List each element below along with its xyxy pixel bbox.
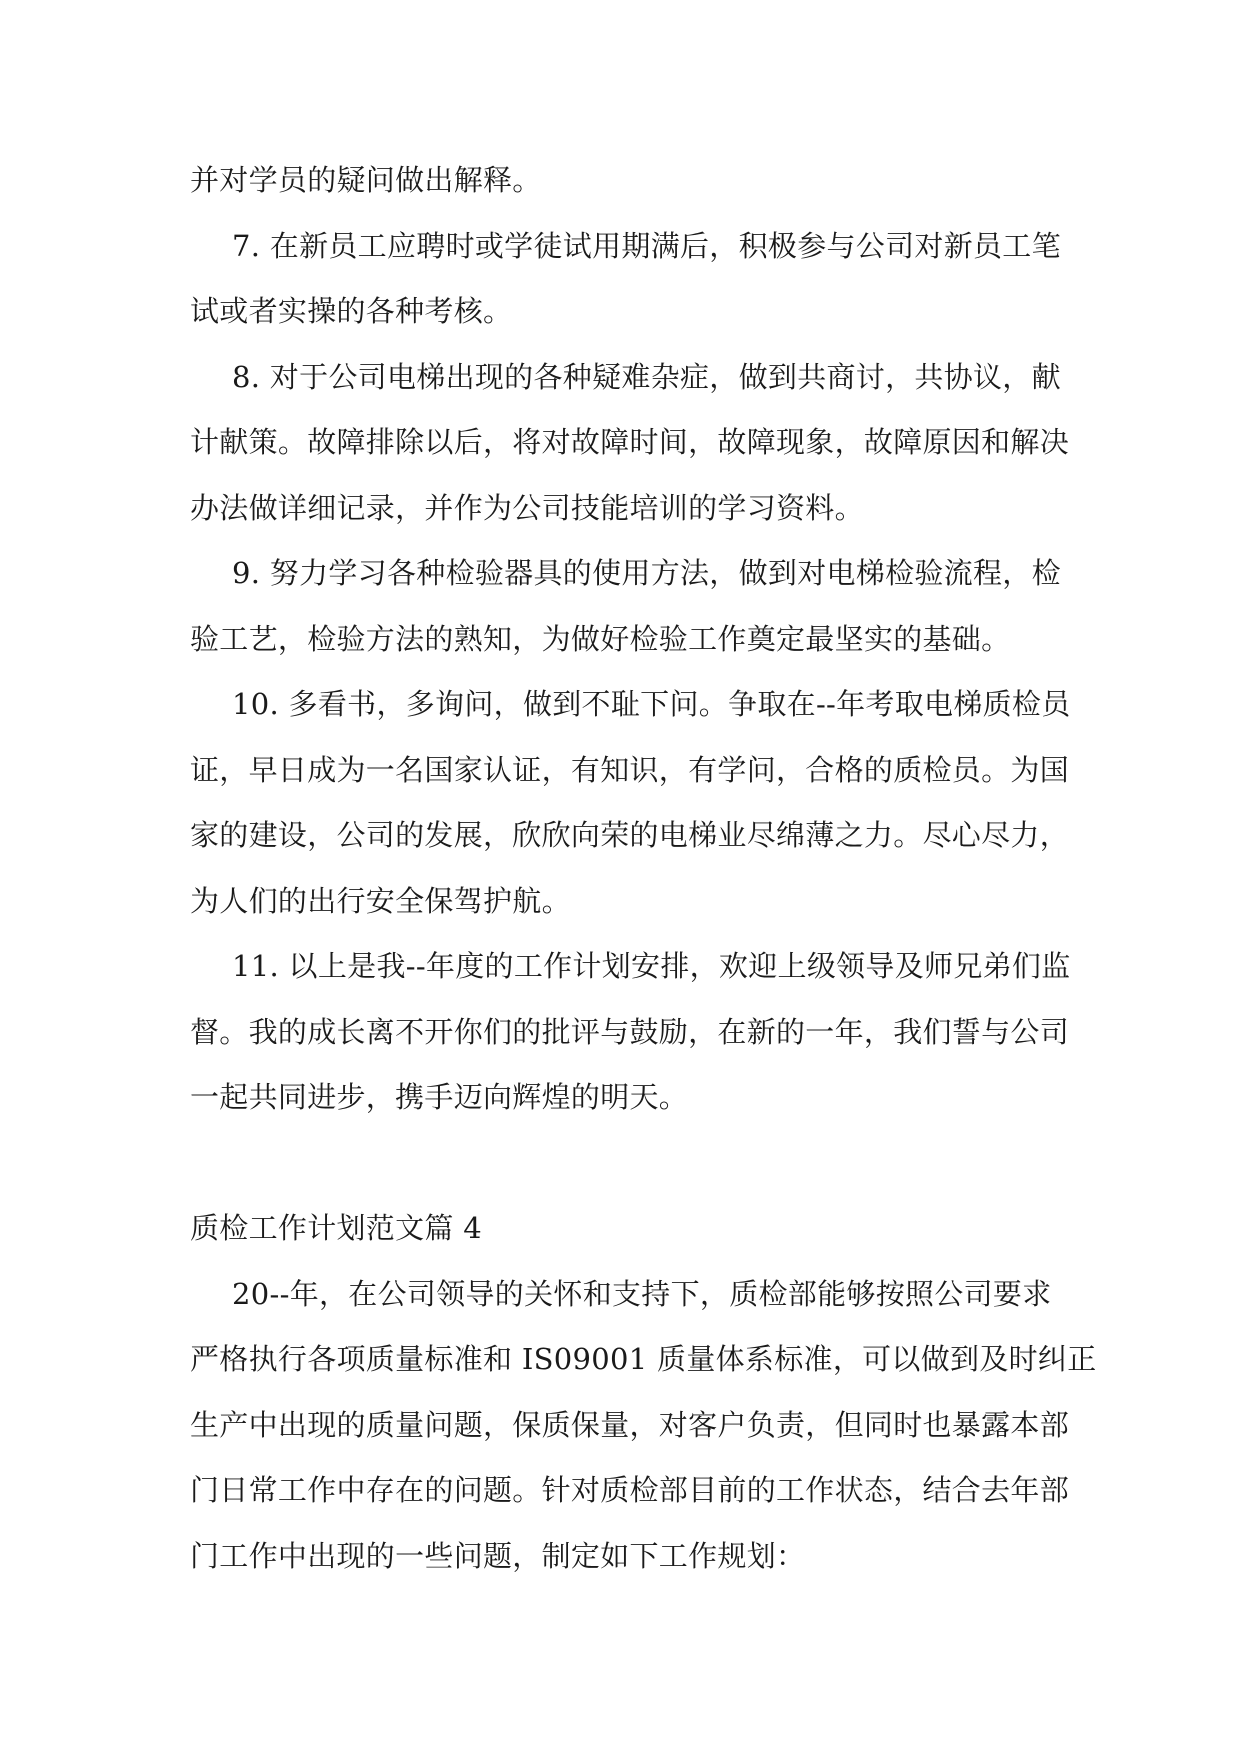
text-line: 督。我的成长离不开你们的批评与鼓励，在新的一年，我们誓与公司 bbox=[190, 1014, 1070, 1049]
text-line: 证，早日成为一名国家认证，有知识，有学问，合格的质检员。为国 bbox=[190, 752, 1070, 787]
text-line: 生产中出现的质量问题，保质保量，对客户负责，但同时也暴露本部 bbox=[190, 1407, 1070, 1442]
section-heading: 质检工作计划范文篇 4 bbox=[190, 1211, 482, 1245]
text-line: 门工作中出现的一些问题，制定如下工作规划： bbox=[190, 1538, 806, 1573]
text-line: 验工艺，检验方法的熟知，为做好检验工作奠定最坚实的基础。 bbox=[190, 621, 1011, 656]
text-line-item-9: 9. 努力学习各种检验器具的使用方法，做到对电梯检验流程，检 bbox=[232, 556, 1061, 590]
text-line: 并对学员的疑问做出解释。 bbox=[190, 163, 542, 197]
text-line-intro: 20--年，在公司领导的关怀和支持下，质检部能够按照公司要求 bbox=[232, 1276, 1052, 1311]
text-line: 一起共同进步，携手迈向辉煌的明天。 bbox=[190, 1080, 689, 1114]
text-line-item-8: 8. 对于公司电梯出现的各种疑难杂症，做到共商讨，共协议，献 bbox=[232, 359, 1061, 394]
text-line-item-11: 11. 以上是我--年度的工作计划安排，欢迎上级领导及师兄弟们监 bbox=[232, 949, 1071, 983]
text-line: 为人们的出行安全保驾护航。 bbox=[190, 883, 571, 918]
text-line: 办法做详细记录，并作为公司技能培训的学习资料。 bbox=[190, 490, 864, 525]
text-line: 门日常工作中存在的问题。针对质检部目前的工作状态，结合去年部 bbox=[190, 1473, 1070, 1507]
text-line: 家的建设，公司的发展，欣欣向荣的电梯业尽绵薄之力。尽心尽力， bbox=[190, 818, 1070, 852]
document-body bbox=[190, 148, 1097, 1589]
section-gap bbox=[190, 1131, 1070, 1197]
text-line: 试或者实操的各种考核。 bbox=[190, 294, 513, 328]
text-line-item-10: 10. 多看书，多询问，做到不耻下问。争取在--年考取电梯质检员 bbox=[232, 687, 1071, 721]
text-line: 严格执行各项质量标准和 IS09001 质量体系标准，可以做到及时纠正 bbox=[190, 1342, 1097, 1376]
text-line: 计献策。故障排除以后，将对故障时间，故障现象，故障原因和解决 bbox=[190, 425, 1070, 459]
text-line-item-7: 7. 在新员工应聘时或学徒试用期满后，积极参与公司对新员工笔 bbox=[232, 228, 1061, 263]
